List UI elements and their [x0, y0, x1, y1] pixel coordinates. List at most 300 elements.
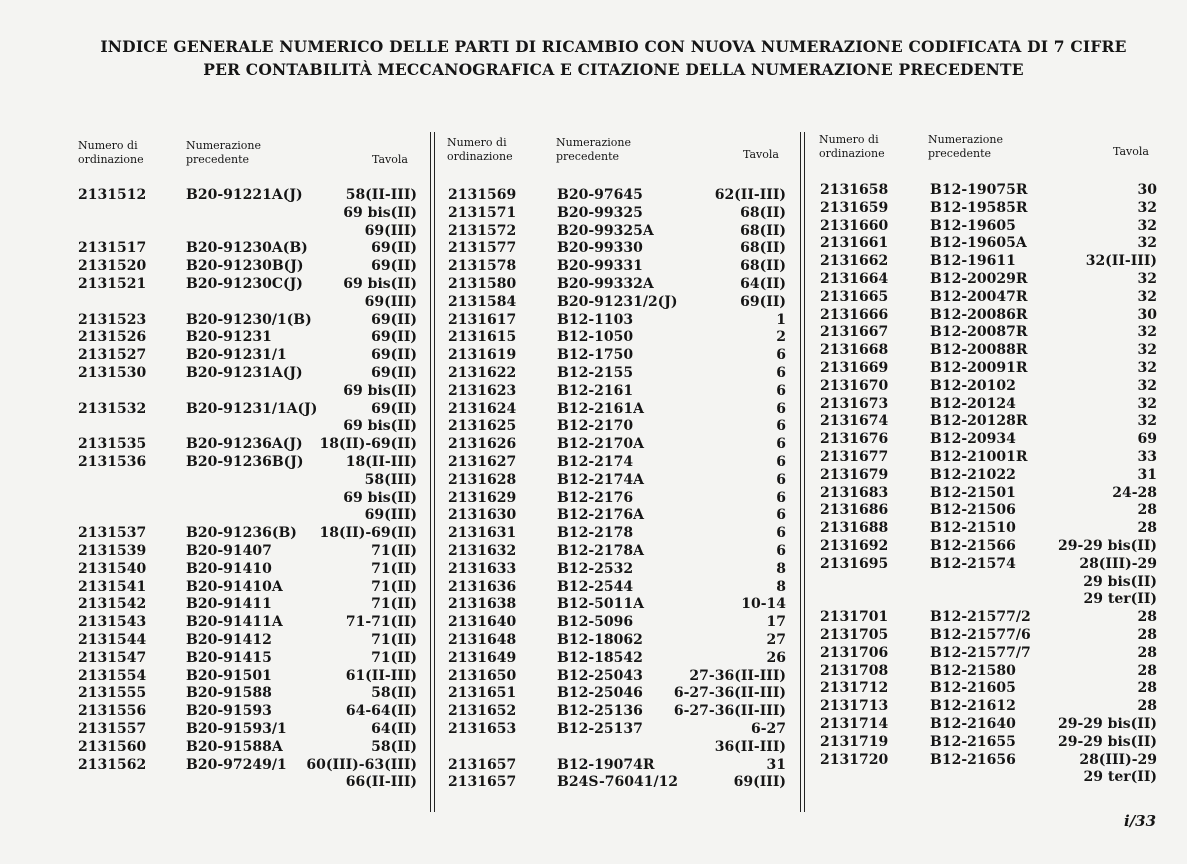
numerazione-precedente-cell: B20-91231A(J)	[186, 365, 303, 381]
numerazione-precedente-cell: B12-21655	[930, 733, 1016, 750]
header-numero-line2: ordinazione	[78, 153, 144, 166]
numero-ordinazione-cell: 2131631	[448, 525, 517, 542]
tavola-cell: 28	[1137, 662, 1157, 679]
tavola-cell: 32	[1137, 199, 1157, 216]
tavola-cell: 58(II-III)	[345, 187, 417, 203]
tavola-cell: 28(III)-29	[1079, 751, 1157, 768]
header-numero-line1: Numero di	[819, 133, 879, 146]
numerazione-precedente-cell: B12-20128R	[930, 413, 1028, 430]
numerazione-precedente-cell: B20-91410	[186, 560, 272, 577]
numerazione-precedente-cell: B12-18542	[557, 649, 643, 666]
tavola-cell: 28	[1137, 609, 1157, 626]
numerazione-precedente-cell: B20-91236B(J)	[186, 454, 304, 470]
numero-ordinazione-cell: 2131547	[78, 649, 147, 666]
numerazione-precedente-cell: B24S-76041/12	[557, 774, 679, 791]
tavola-cell: 32	[1137, 288, 1157, 305]
header-numero-line1: Numero di	[78, 139, 138, 152]
numerazione-precedente-cell: B20-91410A	[186, 578, 283, 595]
numero-ordinazione-cell: 2131633	[448, 560, 517, 577]
numerazione-precedente-cell: B12-25137	[557, 721, 643, 737]
table-row	[0, 733, 1187, 751]
header-precedente-line2: precedente	[186, 153, 250, 166]
numerazione-precedente-cell: B12-18062	[557, 632, 643, 648]
numero-ordinazione-cell: 2131665	[820, 288, 889, 305]
numerazione-precedente-cell: B12-25136	[557, 703, 643, 720]
numero-ordinazione-cell: 2131542	[78, 596, 147, 613]
numero-ordinazione-cell: 2131692	[820, 538, 889, 554]
tavola-cell: 32	[1137, 377, 1157, 394]
table-row	[0, 715, 1187, 733]
numero-ordinazione-cell: 2131520	[78, 258, 147, 275]
tavola-cell: 69(II)	[371, 347, 417, 364]
numerazione-precedente-cell: B20-91588	[186, 685, 272, 702]
numerazione-precedente-cell: B12-20124	[930, 395, 1016, 412]
tavola-cell: 69 bis(II)	[343, 382, 417, 399]
numero-ordinazione-cell: 2131629	[448, 489, 517, 506]
header-precedente-line2: precedente	[556, 150, 620, 163]
table-row	[0, 590, 1187, 608]
header-numero-line2: ordinazione	[819, 147, 885, 160]
tavola-cell: 69(II)	[740, 293, 786, 310]
numerazione-precedente-cell: B20-91588A	[186, 738, 283, 755]
numero-ordinazione-cell: 2131669	[820, 360, 889, 376]
numero-ordinazione-cell: 2131541	[78, 578, 147, 595]
numerazione-precedente-cell: B20-97645	[557, 187, 643, 203]
numero-ordinazione-cell: 2131683	[820, 484, 889, 501]
table-row	[0, 466, 1187, 484]
numerazione-precedente-cell: B12-21640	[930, 716, 1016, 732]
tavola-cell: 32	[1137, 217, 1157, 234]
numero-ordinazione-cell: 2131544	[78, 632, 147, 648]
tavola-cell: 68(II)	[740, 222, 786, 239]
table-row	[0, 181, 1187, 199]
numerazione-precedente-cell: B12-20102	[930, 377, 1016, 394]
tavola-cell: 18(II-III)	[345, 454, 417, 470]
tavola-cell: 24-28	[1112, 484, 1157, 501]
table-row	[0, 448, 1187, 466]
table-row	[0, 644, 1187, 662]
tavola-cell: 6	[776, 400, 786, 417]
numero-ordinazione-cell: 2131677	[820, 449, 889, 465]
numerazione-precedente-cell: B12-21574	[930, 555, 1016, 572]
numerazione-precedente-cell: B12-20086R	[930, 306, 1028, 323]
table-row	[0, 626, 1187, 644]
numero-ordinazione-cell: 2131556	[78, 703, 147, 720]
numerazione-precedente-cell: B12-2161A	[557, 400, 644, 417]
numero-ordinazione-cell: 2131649	[448, 649, 517, 666]
numero-ordinazione-cell: 2131584	[448, 293, 517, 310]
tavola-cell: 27	[766, 632, 786, 648]
tavola-cell: 69(III)	[364, 507, 417, 524]
numero-ordinazione-cell: 2131560	[78, 738, 147, 755]
table-row	[0, 608, 1187, 626]
header-numero-line2: ordinazione	[447, 150, 513, 163]
numerazione-precedente-cell: B20-91501	[186, 667, 272, 684]
numero-ordinazione-cell: 2131668	[820, 342, 889, 359]
tavola-cell: 69(III)	[364, 222, 417, 239]
tavola-cell: 28	[1137, 520, 1157, 537]
tavola-cell: 18(II)-69(II)	[319, 525, 417, 542]
tavola-cell: 26	[766, 649, 786, 666]
numero-ordinazione-cell: 2131625	[448, 418, 517, 435]
numero-ordinazione-cell: 2131627	[448, 454, 517, 470]
numerazione-precedente-cell: B12-21506	[930, 502, 1016, 519]
tavola-cell: 32	[1137, 235, 1157, 252]
numerazione-precedente-cell: B20-91411A	[186, 614, 283, 631]
tavola-cell: 32	[1137, 324, 1157, 341]
tavola-cell: 69(III)	[364, 293, 417, 310]
tavola-cell: 69(II)	[371, 240, 417, 257]
tavola-cell: 69(II)	[371, 258, 417, 275]
numero-ordinazione-cell: 2131661	[820, 235, 889, 252]
table-row	[0, 412, 1187, 430]
header-tavola: Tavola	[1113, 145, 1149, 158]
numero-ordinazione-cell: 2131670	[820, 377, 889, 394]
numerazione-precedente-cell: B20-91407	[186, 543, 272, 559]
table-row	[0, 217, 1187, 235]
table-row	[0, 359, 1187, 377]
tavola-cell: 28	[1137, 644, 1157, 661]
numero-ordinazione-cell: 2131630	[448, 507, 517, 524]
numero-ordinazione-cell: 2131539	[78, 543, 147, 559]
numerazione-precedente-cell: B20-91231/2(J)	[557, 293, 678, 310]
page-title-line-1: INDICE GENERALE NUMERICO DELLE PARTI DI RICAMBIO CON NUOVA NUMERAZIONE CODIFICATA DI 7 CIFRE	[100, 37, 1127, 56]
numerazione-precedente-cell: B12-2176A	[557, 507, 644, 524]
numero-ordinazione-cell: 2131619	[448, 347, 517, 364]
tavola-cell: 1	[776, 311, 786, 328]
numerazione-precedente-cell: B12-20088R	[930, 342, 1028, 359]
numerazione-precedente-cell: B20-99325	[557, 204, 643, 221]
tavola-cell: 32	[1137, 395, 1157, 412]
numerazione-precedente-cell: B20-99332A	[557, 276, 654, 292]
tavola-cell: 68(II)	[740, 240, 786, 257]
tavola-cell: 6-27-36(II-III)	[673, 703, 786, 720]
numerazione-precedente-cell: B12-19605A	[930, 235, 1027, 252]
tavola-cell: 68(II)	[740, 258, 786, 275]
table-row	[0, 377, 1187, 395]
tavola-cell: 29 ter(II)	[1083, 769, 1157, 786]
tavola-cell: 71(II)	[371, 560, 417, 577]
numerazione-precedente-cell: B12-2178A	[557, 543, 644, 559]
tavola-cell: 62(II-III)	[714, 187, 786, 203]
numerazione-precedente-cell: B20-91231/1A(J)	[186, 400, 318, 417]
numero-ordinazione-cell: 2131660	[820, 217, 889, 234]
numerazione-precedente-cell: B12-5011A	[557, 596, 644, 613]
numerazione-precedente-cell: B12-2174	[557, 454, 634, 470]
numerazione-precedente-cell: B20-91236A(J)	[186, 436, 303, 453]
numero-ordinazione-cell: 2131666	[820, 306, 889, 323]
tavola-cell: 6-27	[750, 721, 786, 737]
numero-ordinazione-cell: 2131554	[78, 667, 147, 684]
page-title-line-2: PER CONTABILITÀ MECCANOGRAFICA E CITAZIONE DELLA NUMERAZIONE PRECEDENTE	[203, 60, 1024, 79]
table-row	[0, 484, 1187, 502]
numero-ordinazione-cell: 2131659	[820, 199, 889, 216]
numerazione-precedente-cell: B12-20047R	[930, 288, 1028, 305]
tavola-cell: 71(II)	[371, 578, 417, 595]
table-row	[0, 555, 1187, 573]
table-row	[0, 430, 1187, 448]
tavola-cell: 69(II)	[371, 311, 417, 328]
tavola-cell: 6	[776, 347, 786, 364]
tavola-cell: 58(III)	[364, 471, 417, 488]
numero-ordinazione-cell: 2131636	[448, 578, 517, 595]
numerazione-precedente-cell: B12-20091R	[930, 360, 1028, 376]
table-row	[0, 751, 1187, 769]
tavola-cell: 31	[1137, 466, 1157, 483]
table-row	[0, 306, 1187, 324]
numero-ordinazione-cell: 2131652	[448, 703, 517, 720]
numerazione-precedente-cell: B12-21580	[930, 662, 1016, 679]
tavola-cell: 6	[776, 525, 786, 542]
numero-ordinazione-cell: 2131719	[820, 733, 889, 750]
tavola-cell: 6	[776, 471, 786, 488]
numero-ordinazione-cell: 2131662	[820, 253, 889, 270]
numero-ordinazione-cell: 2131664	[820, 271, 889, 287]
tavola-cell: 28(III)-29	[1079, 555, 1157, 572]
numero-ordinazione-cell: 2131523	[78, 311, 147, 328]
tavola-cell: 36(II-III)	[714, 738, 786, 755]
numero-ordinazione-cell: 2131572	[448, 222, 517, 239]
numerazione-precedente-cell: B12-2544	[557, 578, 634, 595]
numerazione-precedente-cell: B12-21001R	[930, 449, 1028, 465]
numero-ordinazione-cell: 2131537	[78, 525, 147, 542]
numero-ordinazione-cell: 2131623	[448, 382, 517, 399]
numero-ordinazione-cell: 2131708	[820, 662, 889, 679]
numerazione-precedente-cell: B20-91412	[186, 632, 272, 648]
header-precedente-line2: precedente	[928, 147, 992, 160]
tavola-cell: 69 bis(II)	[343, 418, 417, 435]
numerazione-precedente-cell: B12-5096	[557, 614, 634, 631]
tavola-cell: 32	[1137, 342, 1157, 359]
numerazione-precedente-cell: B12-19585R	[930, 199, 1028, 216]
table-row	[0, 573, 1187, 591]
tavola-cell: 29 ter(II)	[1083, 591, 1157, 608]
tavola-cell: 29-29 bis(II)	[1058, 733, 1157, 750]
numero-ordinazione-cell: 2131657	[448, 756, 517, 773]
numerazione-precedente-cell: B12-2176	[557, 489, 634, 506]
numero-ordinazione-cell: 2131557	[78, 721, 147, 737]
tavola-cell: 18(II)-69(II)	[319, 436, 417, 453]
numerazione-precedente-cell: B20-91593/1	[186, 721, 287, 737]
table-row	[0, 270, 1187, 288]
tavola-cell: 6	[776, 418, 786, 435]
tavola-cell: 6	[776, 507, 786, 524]
tavola-cell: 69 bis(II)	[343, 489, 417, 506]
tavola-cell: 28	[1137, 698, 1157, 715]
numerazione-precedente-cell: B12-21501	[930, 484, 1016, 501]
table-row	[0, 234, 1187, 252]
numero-ordinazione-cell: 2131632	[448, 543, 517, 559]
tavola-cell: 32	[1137, 413, 1157, 430]
numero-ordinazione-cell: 2131626	[448, 436, 517, 453]
numero-ordinazione-cell: 2131530	[78, 365, 147, 381]
numero-ordinazione-cell: 2131617	[448, 311, 517, 328]
header-tavola: Tavola	[372, 153, 408, 166]
numerazione-precedente-cell: B20-97249/1	[186, 756, 287, 773]
tavola-cell: 61(II-III)	[345, 667, 417, 684]
table-row	[0, 697, 1187, 715]
numero-ordinazione-cell: 2131695	[820, 555, 889, 572]
numerazione-precedente-cell: B20-91230B(J)	[186, 258, 304, 275]
tavola-cell: 60(III)-63(III)	[306, 756, 417, 773]
tavola-cell: 6-27-36(II-III)	[673, 685, 786, 702]
table-row	[0, 519, 1187, 537]
numero-ordinazione-cell: 2131512	[78, 187, 147, 203]
numero-ordinazione-cell: 2131578	[448, 258, 517, 275]
numero-ordinazione-cell: 2131667	[820, 324, 889, 341]
numero-ordinazione-cell: 2131705	[820, 627, 889, 643]
numerazione-precedente-cell: B20-99331	[557, 258, 643, 275]
tavola-cell: 71(II)	[371, 632, 417, 648]
numero-ordinazione-cell: 2131658	[820, 182, 889, 198]
numerazione-precedente-cell: B12-1750	[557, 347, 634, 364]
tavola-cell: 31	[766, 756, 786, 773]
tavola-cell: 58(II)	[371, 738, 417, 755]
numero-ordinazione-cell: 2131720	[820, 751, 889, 768]
tavola-cell: 29-29 bis(II)	[1058, 538, 1157, 554]
tavola-cell: 71-71(II)	[345, 614, 417, 631]
numerazione-precedente-cell: B20-91231/1	[186, 347, 287, 364]
numerazione-precedente-cell: B12-1050	[557, 329, 634, 346]
numerazione-precedente-cell: B12-1103	[557, 311, 634, 328]
numerazione-precedente-cell: B20-91230C(J)	[186, 276, 303, 292]
numero-ordinazione-cell: 2131714	[820, 716, 889, 732]
numero-ordinazione-cell: 2131638	[448, 596, 517, 613]
tavola-cell: 69(II)	[371, 365, 417, 381]
header-tavola: Tavola	[743, 148, 779, 161]
numerazione-precedente-cell: B12-19074R	[557, 756, 655, 773]
tavola-cell: 64(II)	[740, 276, 786, 292]
numerazione-precedente-cell: B12-21510	[930, 520, 1016, 537]
numerazione-precedente-cell: B12-21612	[930, 698, 1016, 715]
numero-ordinazione-cell: 2131526	[78, 329, 147, 346]
numero-ordinazione-cell: 2131653	[448, 721, 517, 737]
numero-ordinazione-cell: 2131536	[78, 454, 147, 470]
numero-ordinazione-cell: 2131679	[820, 466, 889, 483]
numerazione-precedente-cell: B12-2161	[557, 382, 634, 399]
numero-ordinazione-cell: 2131622	[448, 365, 517, 381]
header-numero	[819, 133, 885, 161]
numerazione-precedente-cell: B20-99325A	[557, 222, 654, 239]
numero-ordinazione-cell: 2131562	[78, 756, 147, 773]
numero-ordinazione-cell: 2131580	[448, 276, 517, 292]
numero-ordinazione-cell: 2131615	[448, 329, 517, 346]
numero-ordinazione-cell: 2131706	[820, 644, 889, 661]
header-precedente	[928, 133, 1003, 161]
tavola-cell: 6	[776, 454, 786, 470]
numerazione-precedente-cell: B20-99330	[557, 240, 643, 257]
table-row	[0, 768, 1187, 786]
numero-ordinazione-cell: 2131624	[448, 400, 517, 417]
numero-ordinazione-cell: 2131569	[448, 187, 517, 203]
table-row	[0, 501, 1187, 519]
numero-ordinazione-cell: 2131532	[78, 400, 147, 417]
table-row	[0, 288, 1187, 306]
tavola-cell: 10-14	[741, 596, 786, 613]
header-precedente-line1: Numerazione	[556, 136, 631, 149]
tavola-cell: 28	[1137, 627, 1157, 643]
numero-ordinazione-cell: 2131571	[448, 204, 517, 221]
tavola-cell: 71(II)	[371, 543, 417, 559]
numerazione-precedente-cell: B12-21577/7	[930, 644, 1031, 661]
table-row	[0, 323, 1187, 341]
table-row	[0, 252, 1187, 270]
numero-ordinazione-cell: 2131650	[448, 667, 517, 684]
numerazione-precedente-cell: B12-19075R	[930, 182, 1028, 198]
tavola-cell: 58(II)	[371, 685, 417, 702]
numero-ordinazione-cell: 2131676	[820, 431, 889, 448]
numero-ordinazione-cell: 2131540	[78, 560, 147, 577]
tavola-cell: 69	[1137, 431, 1157, 448]
numerazione-precedente-cell: B12-20029R	[930, 271, 1028, 287]
numero-ordinazione-cell: 2131712	[820, 680, 889, 697]
numerazione-precedente-cell: B20-91230A(B)	[186, 240, 308, 257]
numerazione-precedente-cell: B12-20934	[930, 431, 1016, 448]
header-numero-line1: Numero di	[447, 136, 507, 149]
numero-ordinazione-cell: 2131657	[448, 774, 517, 791]
table-row	[0, 679, 1187, 697]
numerazione-precedente-cell: B12-21577/6	[930, 627, 1031, 643]
numerazione-precedente-cell: B12-19605	[930, 217, 1016, 234]
numerazione-precedente-cell: B20-91593	[186, 703, 272, 720]
numerazione-precedente-cell: B12-2155	[557, 365, 634, 381]
table-row	[0, 341, 1187, 359]
tavola-cell: 32	[1137, 271, 1157, 287]
tavola-cell: 33	[1137, 449, 1157, 465]
numero-ordinazione-cell: 2131521	[78, 276, 147, 292]
numero-ordinazione-cell: 2131701	[820, 609, 889, 626]
numero-ordinazione-cell: 2131713	[820, 698, 889, 715]
numerazione-precedente-cell: B12-21605	[930, 680, 1016, 697]
tavola-cell: 69(II)	[371, 329, 417, 346]
numerazione-precedente-cell: B12-21577/2	[930, 609, 1031, 626]
tavola-cell: 8	[776, 560, 786, 577]
numerazione-precedente-cell: B12-2178	[557, 525, 634, 542]
numero-ordinazione-cell: 2131651	[448, 685, 517, 702]
tavola-cell: 30	[1137, 182, 1157, 198]
tavola-cell: 17	[766, 614, 786, 631]
numerazione-precedente-cell: B12-2174A	[557, 471, 644, 488]
numerazione-precedente-cell: B12-25043	[557, 667, 643, 684]
numerazione-precedente-cell: B12-25046	[557, 685, 643, 702]
numerazione-precedente-cell: B12-2170A	[557, 436, 644, 453]
tavola-cell: 29-29 bis(II)	[1058, 716, 1157, 732]
tavola-cell: 28	[1137, 502, 1157, 519]
tavola-cell: 27-36(II-III)	[689, 667, 786, 684]
numero-ordinazione-cell: 2131674	[820, 413, 889, 430]
table-row	[0, 537, 1187, 555]
header-precedente-line1: Numerazione	[928, 133, 1003, 146]
numerazione-precedente-cell: B12-2170	[557, 418, 634, 435]
table-row	[0, 395, 1187, 413]
tavola-cell: 71(II)	[371, 596, 417, 613]
numero-ordinazione-cell: 2131640	[448, 614, 517, 631]
numero-ordinazione-cell: 2131577	[448, 240, 517, 257]
tavola-cell: 32(II-III)	[1085, 253, 1157, 270]
tavola-cell: 66(II-III)	[345, 774, 417, 791]
numerazione-precedente-cell: B20-91230/1(B)	[186, 311, 312, 328]
numero-ordinazione-cell: 2131648	[448, 632, 517, 648]
numerazione-precedente-cell: B20-91236(B)	[186, 525, 297, 542]
tavola-cell: 6	[776, 543, 786, 559]
numerazione-precedente-cell: B20-91231	[186, 329, 272, 346]
numerazione-precedente-cell: B20-91221A(J)	[186, 187, 303, 203]
tavola-cell: 64-64(II)	[345, 703, 417, 720]
tavola-cell: 68(II)	[740, 204, 786, 221]
tavola-cell: 69(III)	[733, 774, 786, 791]
numerazione-precedente-cell: B12-21656	[930, 751, 1016, 768]
tavola-cell: 28	[1137, 680, 1157, 697]
